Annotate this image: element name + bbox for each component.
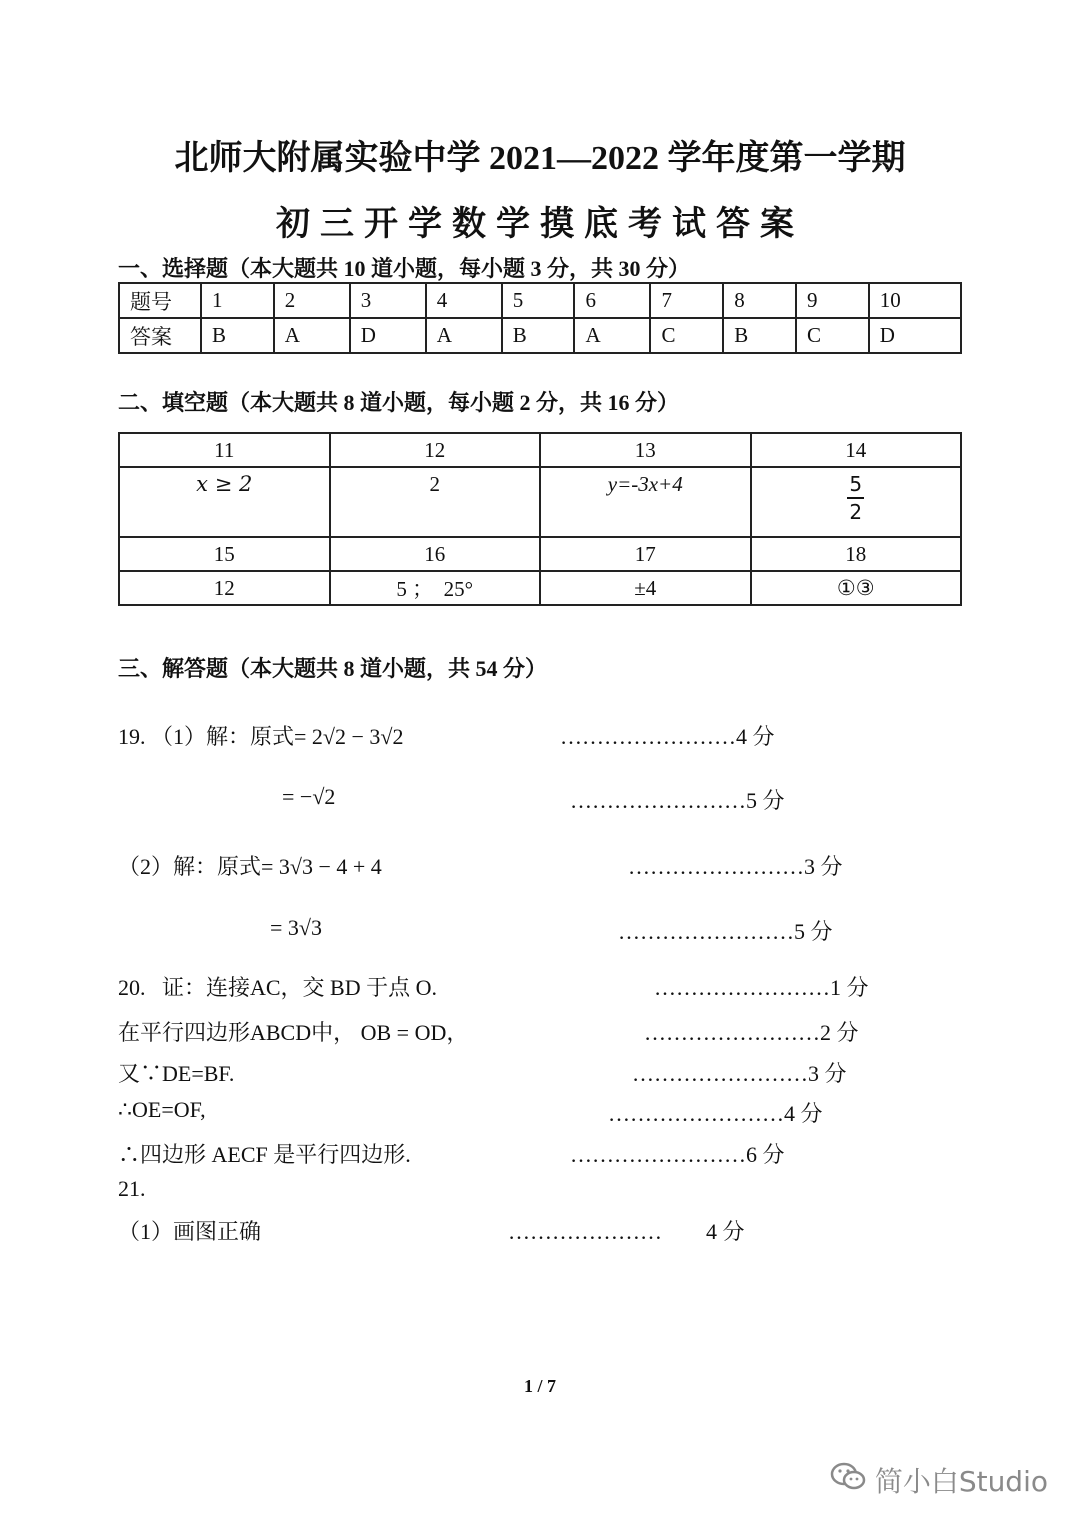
- table-cell: 2: [330, 467, 541, 537]
- table-cell: 17: [540, 537, 751, 571]
- fraction-denominator: 2: [849, 500, 863, 524]
- table-cell: y=-3x+4: [540, 467, 751, 537]
- table-cell: x ≥ 2: [119, 467, 330, 537]
- score-line: ……………………5 分: [618, 919, 833, 944]
- solution-line: 又∵DE=BF.: [118, 1061, 235, 1086]
- table-cell: 16: [330, 537, 541, 571]
- solution-line: = 3√3: [270, 915, 322, 940]
- fill-in-table: [118, 432, 962, 606]
- table-cell: D: [869, 318, 961, 353]
- solution-line: （2）解：原式= 3√3 − 4 + 4: [118, 854, 382, 879]
- score-line: ……………………2 分: [644, 1020, 859, 1045]
- table-cell: ①③: [751, 571, 962, 605]
- table-cell: ±4: [540, 571, 751, 605]
- table-row: [119, 537, 961, 571]
- table-cell: D: [350, 318, 426, 353]
- score-line: ……………………3 分: [628, 854, 843, 879]
- wechat-icon: [829, 1461, 867, 1500]
- table-cell: C: [796, 318, 869, 353]
- table-header-cell: 题号: [119, 283, 201, 318]
- table-cell: A: [274, 318, 350, 353]
- watermark-text: 简小白Studio: [874, 1465, 1048, 1498]
- table-cell: B: [723, 318, 796, 353]
- table-cell: 13: [540, 433, 751, 467]
- table-cell: 14: [751, 433, 962, 467]
- score-line: ……………………6 分: [570, 1142, 785, 1167]
- table-cell: 8: [723, 283, 796, 318]
- table-row: [119, 433, 961, 467]
- table-cell: 18: [751, 537, 962, 571]
- score-line: ……………………4 分: [560, 724, 775, 749]
- table-cell: B: [201, 318, 274, 353]
- page-number: 1 / 7: [523, 1376, 556, 1396]
- section2-heading: 二、填空题（本大题共 8 道小题，每小题 2 分，共 16 分）: [118, 390, 680, 415]
- solution-line: 21.: [118, 1176, 146, 1201]
- solution-line: 在平行四边形ABCD中， OB = OD，: [118, 1020, 469, 1045]
- table-row: [119, 318, 961, 353]
- score-line: ……………………4 分: [608, 1101, 823, 1126]
- table-row: [119, 467, 961, 537]
- table-header-cell: 答案: [119, 318, 201, 353]
- table-cell: 3: [350, 283, 426, 318]
- table-cell: 6: [574, 283, 650, 318]
- table-cell: 9: [796, 283, 869, 318]
- table-cell: 10: [869, 283, 961, 318]
- score-line: ……………………5 分: [570, 788, 785, 813]
- score-line: ……………………3 分: [632, 1061, 847, 1086]
- table-cell: C: [650, 318, 723, 353]
- fraction-numerator: 5: [847, 473, 864, 499]
- table-cell: 15: [119, 537, 330, 571]
- table-cell: 12: [119, 571, 330, 605]
- score-line: ………………… 4 分: [508, 1219, 745, 1244]
- table-cell: 1: [201, 283, 274, 318]
- page-subtitle: 初三开学数学摸底考试答案: [276, 206, 804, 243]
- page-title: 北师大附属实验中学 2021—2022 学年度第一学期: [174, 140, 906, 177]
- table-row: [119, 283, 961, 318]
- table-row: [119, 571, 961, 605]
- table-cell: 5: [502, 283, 575, 318]
- solution-line: ∴OE=OF,: [118, 1097, 206, 1122]
- table-cell: [751, 467, 962, 537]
- score-line: ……………………1 分: [654, 975, 869, 1000]
- solution-line: （1）画图正确: [118, 1219, 262, 1244]
- multiple-choice-table: [118, 282, 962, 354]
- table-cell: 2: [274, 283, 350, 318]
- solution-line: 20. 证：连接AC，交 BD 于点 O.: [118, 975, 438, 1000]
- table-cell: A: [574, 318, 650, 353]
- solution-line: 19. （1）解：原式= 2√2 − 3√2: [118, 724, 404, 749]
- table-cell: 7: [650, 283, 723, 318]
- table-cell: A: [426, 318, 502, 353]
- table-cell: 12: [330, 433, 541, 467]
- watermark: [829, 1460, 1048, 1500]
- solution-line: ∴四边形 AECF 是平行四边形.: [118, 1142, 411, 1167]
- table-cell: 4: [426, 283, 502, 318]
- section1-heading: 一、选择题（本大题共 10 道小题，每小题 3 分，共 30 分）: [118, 256, 691, 281]
- solution-line: = −√2: [282, 784, 336, 809]
- section3-heading: 三、解答题（本大题共 8 道小题，共 54 分）: [118, 656, 548, 681]
- table-cell: 5 ； 25°: [330, 571, 541, 605]
- table-cell: 11: [119, 433, 330, 467]
- fraction: [847, 473, 864, 523]
- table-cell: B: [502, 318, 575, 353]
